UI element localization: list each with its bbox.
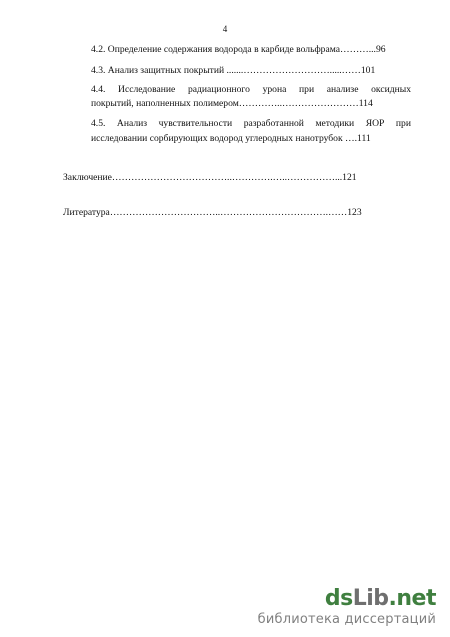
toc-entry-literature: Литература……………………………..…………………………….……123: [63, 207, 362, 218]
toc-entry-4-4-line1: 4.4. Исследование радиационного урона при анализе оксидных: [91, 84, 411, 95]
watermark-subtitle: библиотека диссертаций: [257, 612, 436, 627]
logo-net: .net: [388, 586, 436, 611]
dslib-watermark: [258, 588, 436, 627]
dslib-logo: [258, 588, 436, 610]
toc-entry-4-5-line2: исследовании сорбирующих водород углеродных нанотрубок ….111: [91, 133, 371, 144]
logo-ds: ds: [324, 586, 353, 611]
page-number: 4: [222, 24, 228, 34]
toc-entry-4-3: 4.3. Анализ защитных покрытий .......……………………….....……101: [91, 65, 376, 76]
toc-entry-4-5-line1: 4.5. Анализ чувствительности разработанной методики ЯОР при: [91, 118, 411, 129]
toc-entry-4-4-line2: покрытий, наполненных полимером…………..……………………114: [91, 98, 373, 109]
logo-lib: Lib: [352, 586, 389, 611]
toc-entry-conclusion: Заключение………………………………..………….…..……………...121: [63, 172, 357, 183]
toc-entry-4-2: 4.2. Определение содержания водорода в карбиде вольфрама………...96: [91, 44, 386, 55]
